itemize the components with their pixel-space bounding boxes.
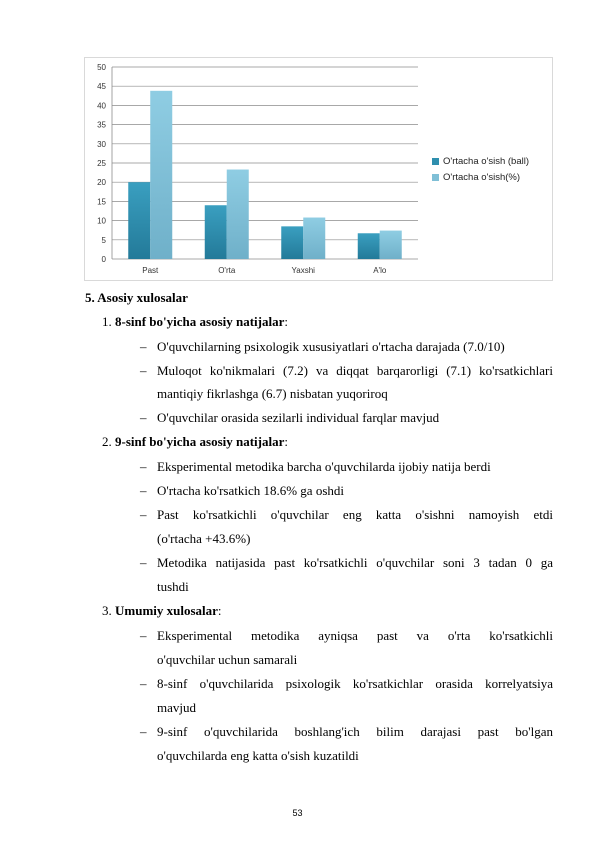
section-3-title-text: Umumiy xulosalar bbox=[115, 603, 218, 618]
list-item: 9-sinf o'quvchilarida boshlang'ich bilim darajasi past bo'lgan bbox=[157, 724, 553, 739]
y-tick-label: 25 bbox=[97, 159, 106, 168]
section-1-number: 1. bbox=[102, 314, 112, 329]
dash: – bbox=[140, 363, 147, 378]
section-3-title bbox=[102, 603, 222, 619]
y-tick-label: 0 bbox=[101, 255, 106, 264]
bar-percent bbox=[227, 170, 249, 259]
dash: – bbox=[140, 724, 147, 739]
section-2-title-text: 9-sinf bo'yicha asosiy natijalar bbox=[115, 434, 285, 449]
dash: – bbox=[140, 676, 147, 691]
bar-ball bbox=[128, 182, 150, 259]
list-item-continuation: tushdi bbox=[157, 579, 189, 594]
list-item-continuation: o'quvchilarda eng katta o'sish kuzatildi bbox=[157, 748, 359, 763]
y-tick-label: 50 bbox=[97, 63, 106, 72]
bar-percent bbox=[303, 218, 325, 259]
chart-legend bbox=[432, 153, 529, 185]
y-tick-label: 40 bbox=[97, 101, 106, 111]
legend-swatch-percent bbox=[432, 174, 439, 181]
y-tick-label: 45 bbox=[97, 82, 106, 92]
legend-swatch-ball bbox=[432, 158, 439, 165]
x-tick-label: A'lo bbox=[373, 266, 387, 275]
list-item-continuation: mantiqiy fikrlashga (6.7) nisbatan yuqoriroq bbox=[157, 386, 388, 401]
y-tick-label: 35 bbox=[97, 120, 106, 130]
list-item: Past ko'rsatkichli o'quvchilar eng katta o'sishni namoyish etdi bbox=[157, 507, 553, 522]
section-3-colon: : bbox=[217, 603, 222, 618]
dash: – bbox=[140, 555, 147, 570]
legend-label-percent: O'rtacha o'sish(%) bbox=[443, 171, 521, 183]
y-tick-label: 15 bbox=[97, 197, 106, 207]
section-2-colon: : bbox=[284, 434, 288, 449]
bar-ball bbox=[281, 226, 303, 259]
list-item: 8-sinf o'quvchilarida psixologik ko'rsatkichlar orasida korrelyatsiya bbox=[157, 676, 553, 691]
list-item: Eksperimental metodika ayniqsa past va o'rta ko'rsatkichli bbox=[157, 628, 553, 643]
dash: – bbox=[140, 483, 147, 498]
list-item: O'rtacha ko'rsatkich 18.6% ga oshdi bbox=[157, 483, 344, 498]
section-3-number: 3. bbox=[102, 603, 112, 618]
dash: – bbox=[140, 410, 147, 425]
legend-item-percent bbox=[432, 169, 529, 185]
list-item: O'quvchilar orasida sezilarli individual farqlar mavjud bbox=[157, 410, 440, 425]
section-2-title bbox=[102, 434, 288, 450]
page-number: 53 bbox=[292, 808, 303, 818]
list-item: Eksperimental metodika barcha o'quvchilarda ijobiy natija berdi bbox=[157, 459, 491, 474]
list-item: Metodika natijasida past ko'rsatkichli o'quvchilar soni 3 tadan 0 ga bbox=[157, 555, 553, 570]
dash: – bbox=[140, 628, 147, 643]
legend-label-ball: O'rtacha o'sish (ball) bbox=[443, 155, 529, 167]
section-1-colon: : bbox=[284, 314, 288, 329]
y-tick-label: 5 bbox=[101, 235, 106, 245]
dash: – bbox=[140, 339, 147, 354]
y-tick-label: 30 bbox=[97, 139, 106, 149]
list-item: Muloqot ko'nikmalari (7.2) va diqqat barqarorligi (7.1) ko'rsatkichlari bbox=[157, 363, 553, 378]
legend-item-ball bbox=[432, 153, 529, 169]
x-tick-label: Yaxshi bbox=[291, 266, 315, 275]
bar-percent bbox=[380, 231, 402, 259]
section-heading: 5. Asosiy xulosalar bbox=[85, 290, 188, 305]
section-2-number: 2. bbox=[102, 434, 112, 449]
dash: – bbox=[140, 459, 147, 474]
bar-ball bbox=[358, 233, 380, 259]
bar-ball bbox=[205, 205, 227, 259]
section-1-title-text: 8-sinf bo'yicha asosiy natijalar bbox=[115, 314, 285, 329]
y-tick-label: 20 bbox=[97, 178, 106, 188]
bar-percent bbox=[150, 91, 172, 259]
x-tick-label: Past bbox=[142, 266, 159, 275]
y-tick-label: 10 bbox=[97, 216, 106, 226]
section-1-title bbox=[102, 314, 288, 330]
list-item-continuation: o'quvchilar uchun samarali bbox=[157, 652, 298, 667]
list-item-continuation: (o'rtacha +43.6%) bbox=[157, 531, 251, 546]
dash: – bbox=[140, 507, 147, 522]
bar-chart bbox=[84, 57, 553, 281]
x-tick-label: O'rta bbox=[218, 266, 236, 275]
list-item: O'quvchilarning psixologik xususiyatlari o'rtacha darajada (7.0/10) bbox=[157, 339, 505, 354]
list-item-continuation: mavjud bbox=[157, 700, 196, 715]
